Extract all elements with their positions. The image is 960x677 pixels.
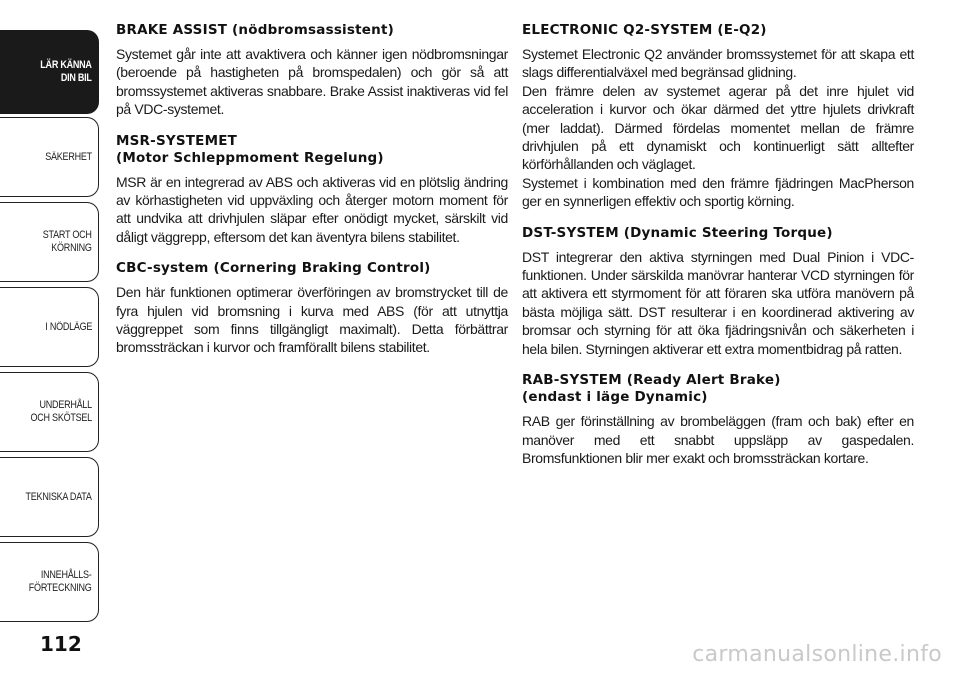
- section-body-eq2-2: Den främre delen av systemet agerar på det inre hjulet vid acceleration i kurvor och ökar därmed det yttre hjulets drivkraft (mer laddat). Därmed fördelas momentet mellan de främre drivhjulen på ett dynamiskt och kontinuerligt sätt alltefter körförhållanden och väglaget.: [522, 82, 914, 173]
- tab-i-nodlage[interactable]: [0, 287, 99, 367]
- chapter-sidebar: [0, 0, 102, 677]
- tab-label: UNDERHÅLL OCH SKÖTSEL: [30, 399, 92, 424]
- tab-start-och-korning[interactable]: [0, 202, 99, 282]
- section-body-msr: MSR är en integrerad av ABS och aktiveras vid en plötslig ändring av körhastigheten vid uppväxling och återger motorn moment för att undvika att drivhjulen släpar efter onödigt mycket, särskilt vid dåligt väggrepp, eftersom det kan äventyra bilens stabilitet.: [116, 173, 508, 245]
- section-heading-msr: MSR-SYSTEMET (Motor Schleppmoment Regelung): [116, 132, 384, 166]
- section-heading-brake-assist: BRAKE ASSIST (nödbromsassistent): [116, 22, 394, 38]
- tab-label: INNEHÅLLS- FÖRTECKNING: [29, 569, 92, 594]
- section-heading-dst: DST-SYSTEM (Dynamic Steering Torque): [522, 224, 833, 241]
- section-heading-eq2: ELECTRONIC Q2-SYSTEM (E-Q2): [522, 22, 767, 38]
- tab-label: LÄR KÄNNA DIN BIL: [40, 59, 92, 84]
- tab-label: TEKNISKA DATA: [25, 490, 92, 503]
- tab-tekniska-data[interactable]: [0, 457, 99, 537]
- section-heading-rab: RAB-SYSTEM (Ready Alert Brake) (endast i läge Dynamic): [522, 372, 781, 406]
- section-heading-cbc: CBC-system (Cornering Braking Control): [116, 260, 431, 277]
- right-column: [522, 22, 914, 481]
- section-body-cbc: Den här funktionen optimerar överföringen av bromstrycket till de fyra hjulen vid bromsning i kurva med ABS (för att utnyttja väggreppet som finns tillgängligt maximalt). Detta förbättrar bromssträckan i kurvor och framförallt bilens stabilitet.: [116, 284, 508, 356]
- page-number: 112: [40, 632, 82, 656]
- section-body-eq2-1: Systemet Electronic Q2 använder bromssystemet för att skapa ett slags differentialväxel med begränsad glidning.: [522, 46, 914, 81]
- tab-underhall-och-skotsel[interactable]: [0, 372, 99, 452]
- tab-lar-kanna-din-bil[interactable]: [0, 30, 99, 114]
- tab-label: I NÖDLÄGE: [45, 320, 92, 333]
- tab-sakerhet[interactable]: [0, 117, 99, 197]
- tab-label: START OCH KÖRNING: [43, 229, 92, 254]
- left-column: [116, 22, 508, 371]
- section-body-dst: DST integrerar den aktiva styrningen med Dual Pinion i VDC-funktionen. Under särskilda manövrar hanterar VCD styrningen för att aktivera ett styrmoment för att föraren ska utföra manövern på bästa möjliga sätt. DST resulterar i en koordinerad aktivering av bromsar och styrning för att öka fjädringsnivån och säkerheten i hela bilen. Styrningen aktiverar ett extra momentbidrag på ratten.: [522, 248, 914, 357]
- watermark: carmanualsonline.info: [692, 642, 942, 667]
- section-body-brake-assist: Systemet går inte att avaktivera och känner igen nödbromsningar (beroende på hastigheten på bromspedalen) och gör så att bromssystemet aktiveras snabbare. Brake Assist inaktiveras vid fel på VDC-systemet.: [116, 46, 508, 118]
- tab-label: SÄKERHET: [45, 150, 92, 163]
- section-body-eq2-3: Systemet i kombination med den främre fjädringen MacPherson ger en synnerligen effektiv och sportig körning.: [522, 174, 914, 210]
- section-body-rab: RAB ger förinställning av brombeläggen (fram och bak) efter en manöver med ett snabbt uppsläpp av gaspedalen. Bromsfunktionen blir mer exakt och bromssträckan kortare.: [522, 413, 914, 466]
- tab-innehallsforteckning[interactable]: [0, 542, 99, 622]
